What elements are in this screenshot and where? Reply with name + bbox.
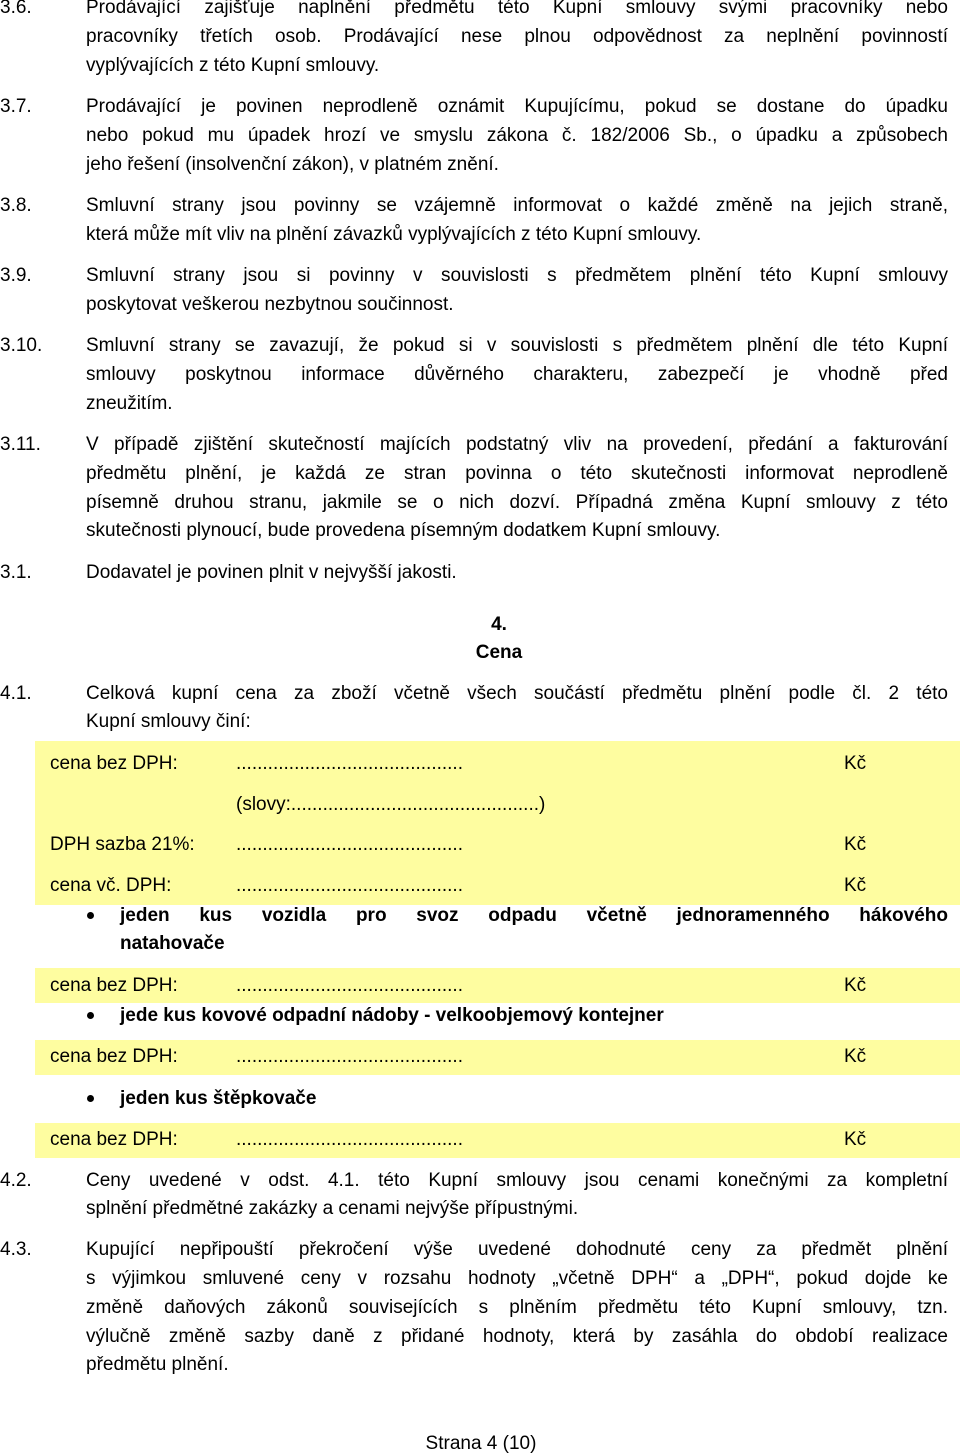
currency: Kč [844, 834, 867, 855]
price-label: cena bez DPH: [50, 1046, 178, 1067]
paragraph-line: jeho řešení (insolvenční zákon), v platném znění. [86, 154, 499, 175]
price-dots: ........................................... [236, 1046, 463, 1067]
price-label: DPH sazba 21%: [50, 834, 195, 855]
item-name: jede kus kovové odpadní nádoby - velkoobjemový kontejner [120, 1005, 664, 1026]
paragraph-line: nebo pokud mu úpadek hrozí ve smyslu zákona č. 182/2006 Sb., o úpadku a způsobech [86, 125, 948, 146]
paragraph-line: pracovníky třetích osob. Prodávající nese plnou odpovědnost za neplnění povinností [86, 26, 948, 47]
article-number: 4. [491, 614, 507, 635]
paragraph-line: Dodavatel je povinen plnit v nejvyšší jakosti. [86, 562, 457, 583]
paragraph-line: smlouvy poskytnou informace důvěrného charakteru, zabezpečí je vhodně před [86, 364, 948, 385]
currency: Kč [844, 875, 867, 896]
paragraph-line: která může mít vliv na plnění závazků vyplývajících z této Kupní smlouvy. [86, 224, 702, 245]
section-number: 4.2. [0, 1170, 32, 1191]
paragraph-line: s výjimkou smluvené ceny v rozsahu hodnoty „včetně DPH“ a „DPH“, pokud dojde ke [86, 1268, 948, 1289]
price-label: cena vč. DPH: [50, 875, 172, 896]
paragraph-line: Kupní smlouvy činí: [86, 711, 251, 732]
price-dots: ........................................... [236, 875, 463, 896]
price-label: cena bez DPH: [50, 753, 178, 774]
section-number: 3.11. [0, 434, 41, 455]
price-label: cena bez DPH: [50, 1129, 178, 1150]
paragraph-line: Smluvní strany se zavazují, že pokud si v souvislosti s předmětem plnění dle této Kupní [86, 335, 948, 356]
bullet-icon [87, 912, 94, 919]
currency: Kč [844, 1046, 867, 1067]
paragraph-line: Prodávající je povinen neprodleně oznámit Kupujícímu, pokud se dostane do úpadku [86, 96, 948, 117]
section-number: 4.1. [0, 683, 32, 704]
paragraph-line: předmětu plnění. [86, 1354, 229, 1375]
section-number: 3.9. [0, 265, 32, 286]
section-number: 3.7. [0, 96, 32, 117]
paragraph-line: V případě zjištění skutečností majících podstatný vliv na provedení, předání a fakturování [86, 434, 948, 455]
paragraph-line: Celková kupní cena za zboží včetně všech součástí předmětu plnění podle čl. 2 této [86, 683, 948, 704]
paragraph-line: výlučně změně sazby daně z přidané hodnoty, která by zasáhla do období realizace [86, 1326, 948, 1347]
currency: Kč [844, 975, 867, 996]
paragraph-line: Prodávající zajišťuje naplnění předmětu této Kupní smlouvy svými pracovníky nebo [86, 0, 948, 18]
section-number: 3.1. [0, 562, 32, 583]
paragraph-line: Smluvní strany jsou si povinny v souvislosti s předmětem plnění této Kupní smlouvy [86, 265, 948, 286]
section-number: 3.6. [0, 0, 32, 18]
paragraph-line: změně daňových zákonů souvisejících s plněním předmětu této Kupní smlouvy, tzn. [86, 1297, 948, 1318]
price-label: cena bez DPH: [50, 975, 178, 996]
item-name: natahovače [120, 933, 225, 954]
section-number: 3.8. [0, 195, 32, 216]
price-dots: ........................................... [236, 975, 463, 996]
paragraph-line: Kupující nepřipouští překročení výše uvedené dohodnuté ceny za předmět plnění [86, 1239, 948, 1260]
price-dots: ........................................... [236, 834, 463, 855]
currency: Kč [844, 753, 867, 774]
paragraph-line: skutečnosti plynoucí, bude provedena písemným dodatkem Kupní smlouvy. [86, 520, 721, 541]
paragraph-line: Smluvní strany jsou povinny se vzájemně informovat o každé změně na jejich straně, [86, 195, 948, 216]
currency: Kč [844, 1129, 867, 1150]
price-dots: ........................................... [236, 753, 463, 774]
price-dots: ........................................... [236, 1129, 463, 1150]
paragraph-line: písemně druhou stranu, jakmile se o nich dozví. Případná změna Kupní smlouvy z této [86, 492, 948, 513]
bullet-icon [87, 1012, 94, 1019]
paragraph-line: předmětu plnění, je každá ze stran povinna o této skutečnosti informovat neprodleně [86, 463, 948, 484]
item-name: jeden kus štěpkovače [120, 1088, 317, 1109]
bullet-icon [87, 1095, 94, 1102]
paragraph-line: vyplývajících z této Kupní smlouvy. [86, 55, 380, 76]
paragraph-line: splnění předmětné zakázky a cenami nejvýše přípustnými. [86, 1198, 579, 1219]
paragraph-line: zneužitím. [86, 393, 173, 414]
item-name: jeden kus vozidla pro svoz odpadu včetně jednoramenného hákového [120, 905, 948, 926]
section-number: 4.3. [0, 1239, 32, 1260]
page-number: Strana 4 (10) [425, 1433, 537, 1454]
paragraph-line: Ceny uvedené v odst. 4.1. této Kupní smlouvy jsou cenami konečnými za kompletní [86, 1170, 948, 1191]
price-in-words: (slovy:...............................................) [236, 794, 546, 815]
paragraph-line: poskytovat veškerou nezbytnou součinnost. [86, 294, 454, 315]
article-title: Cena [475, 642, 523, 663]
section-number: 3.10. [0, 335, 43, 356]
